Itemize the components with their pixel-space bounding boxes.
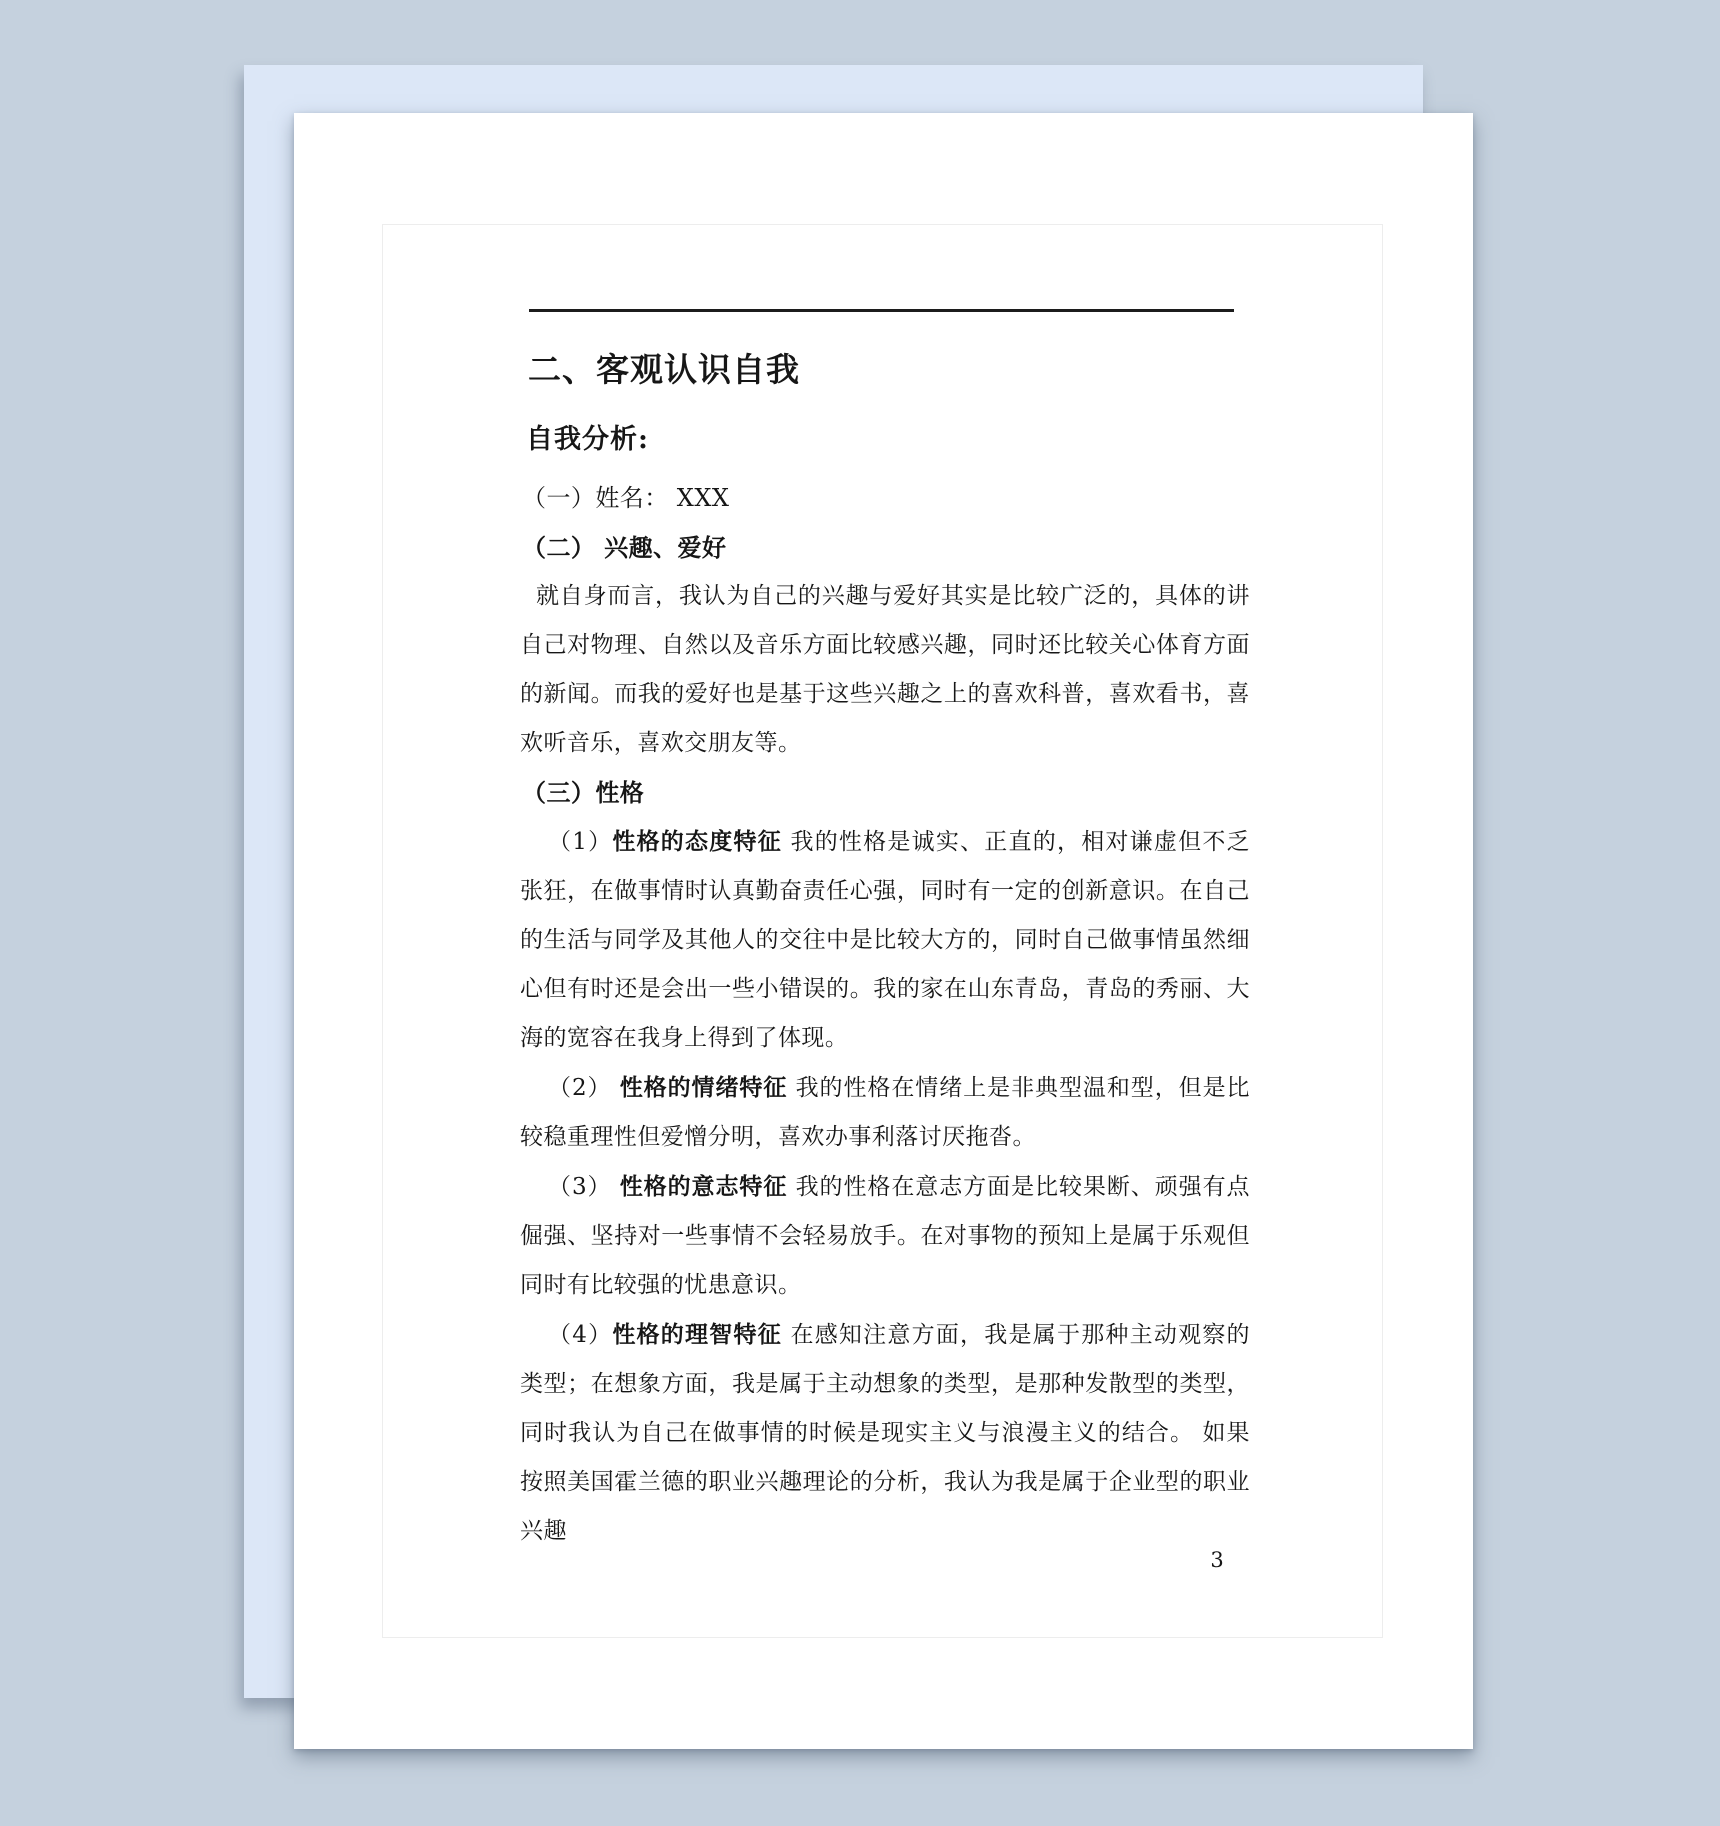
text-run: （4） [548, 1322, 613, 1348]
text-run: 我的性格在意志方面是比较果断、顽强有点倔强、坚持对一些事情不会轻易放手。在对事物的预知上是属于乐观但同时有比较强的忧患意识。 [520, 1174, 1251, 1298]
paragraph [520, 1162, 1250, 1310]
text-run: （1） [548, 829, 613, 855]
paragraph [520, 817, 1250, 1063]
text-run: （2） [548, 1075, 620, 1101]
header-rule [529, 309, 1234, 312]
bold-run: 性格的态度特征 [612, 828, 782, 855]
list-item [520, 523, 1250, 572]
text-run: 我的性格是诚实、正直的，相对谦虚但不乏张狂，在做事情时认真勤奋责任心强，同时有一定的创新意识。在自己的生活与同学及其他人的交往中是比较大方的，同时自己做事情虽然细心但有时还是会出一些小错误的。我的家在山东青岛，青岛的秀丽、大海的宽容在我身上得到了体现。 [520, 829, 1251, 1051]
text-run: 就自身而言，我认为自己的兴趣与爱好其实是比较广泛的，具体的讲自己对物理、自然以及音乐方面比较感兴趣，同时还比较关心体育方面的新闻。而我的爱好也是基于这些兴趣之上的喜欢科普，喜欢看书，喜欢听音乐，喜欢交朋友等。 [520, 583, 1250, 756]
paragraph [520, 1063, 1250, 1162]
text-run: 我的性格在情绪上是非典型温和型，但是比较稳重理性但爱憎分明，喜欢办事利落讨厌拖沓。 [520, 1075, 1251, 1150]
text-run: 在感知注意方面，我是属于那种主动观察的类型；在想象方面，我是属于主动想象的类型，是那种发散型的类型，同时我认为自己在做事情的时候是现实主义与浪漫主义的结合。 如果按照美国霍兰德的职业兴趣理论的分析，我认为我是属于企业型的职业兴趣 [520, 1322, 1251, 1544]
list-item [520, 474, 1250, 523]
paragraph [520, 1310, 1250, 1556]
section-heading: 二、客观认识自我 [528, 350, 800, 389]
paragraph [520, 572, 1250, 768]
text-run: （3） [548, 1174, 620, 1200]
front-page-sheet [294, 113, 1473, 1749]
text-run: （二） 兴趣、爱好 [522, 533, 727, 562]
page-content [520, 345, 1250, 1556]
bold-run: 性格的理智特征 [612, 1321, 782, 1348]
bold-run: 性格的意志特征 [619, 1173, 788, 1200]
text-run: （三）性格 [522, 778, 645, 807]
text-run: （一）姓名： XXX [522, 484, 730, 512]
document-body [520, 474, 1250, 1556]
list-item [520, 768, 1250, 817]
subsection-heading: 自我分析: [526, 424, 649, 455]
page-number: 3 [1210, 1548, 1224, 1572]
bold-run: 性格的情绪特征 [619, 1074, 788, 1101]
